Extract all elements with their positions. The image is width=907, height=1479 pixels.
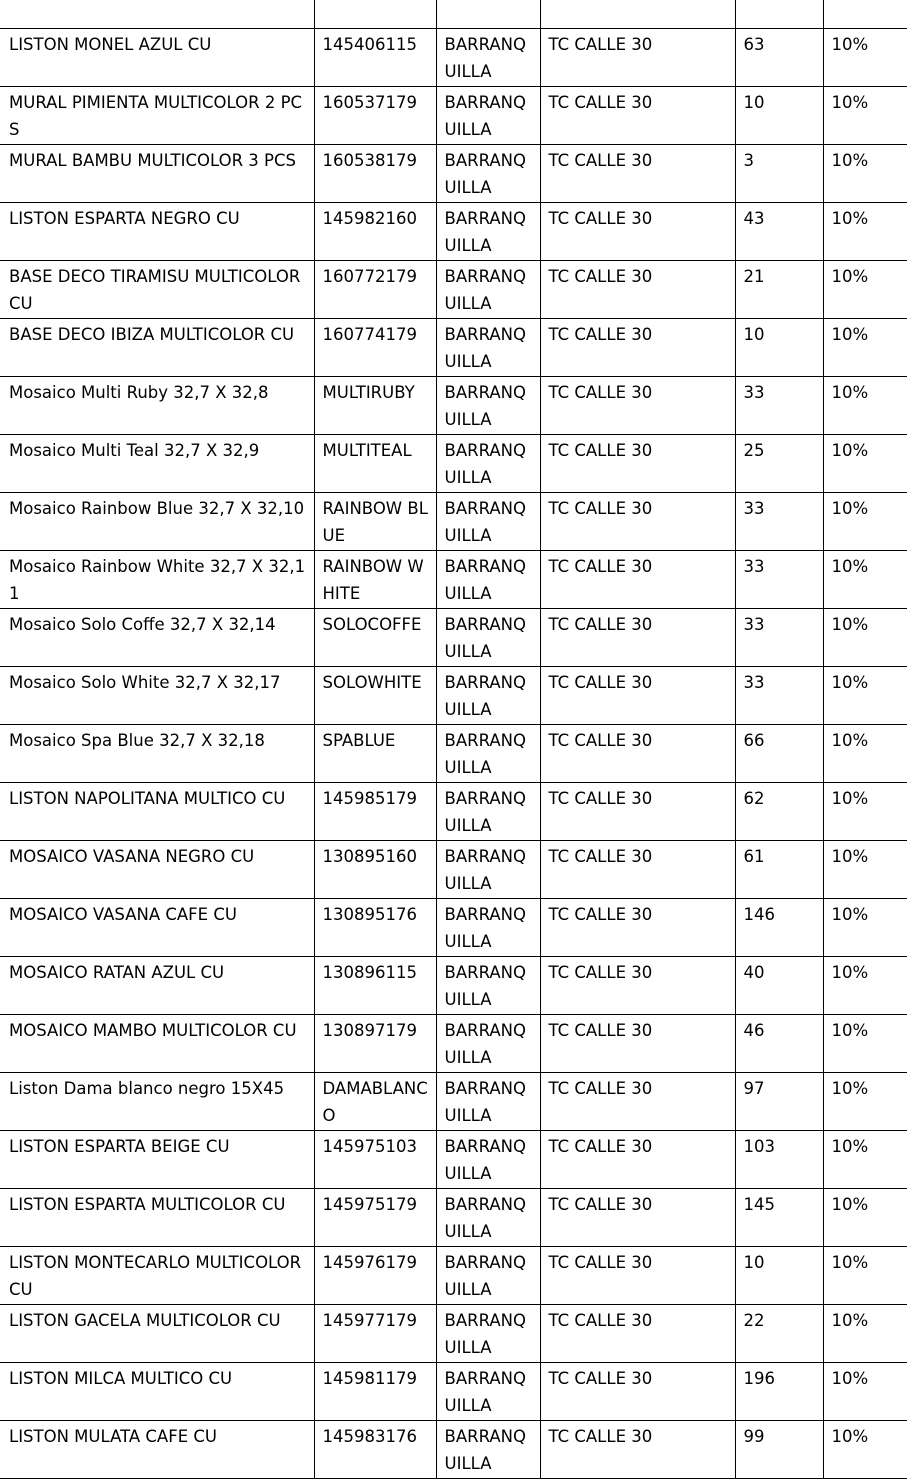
description-cell: BASE DECO TIRAMISU MULTICOLOR CU xyxy=(0,260,314,318)
description-cell: MOSAICO MAMBO MULTICOLOR CU xyxy=(0,1014,314,1072)
description-cell: Mosaico Rainbow Blue 32,7 X 32,10 xyxy=(0,492,314,550)
code-cell: 145977179 xyxy=(314,1304,436,1362)
description-cell: LISTON ESPARTA MULTICOLOR CU xyxy=(0,1188,314,1246)
description-cell: Mosaico Rainbow White 32,7 X 32,11 xyxy=(0,550,314,608)
table-row xyxy=(0,1420,907,1478)
discount-cell: 10% xyxy=(823,782,907,840)
city-cell: BARRANQUILLA xyxy=(436,434,540,492)
store-cell: TC CALLE 30 xyxy=(540,608,735,666)
discount-cell: 10% xyxy=(823,1246,907,1304)
code-cell xyxy=(314,0,436,28)
quantity-cell: 66 xyxy=(735,724,823,782)
discount-cell: 10% xyxy=(823,144,907,202)
discount-cell: 10% xyxy=(823,202,907,260)
store-cell: TC CALLE 30 xyxy=(540,1072,735,1130)
city-cell: BARRANQUILLA xyxy=(436,318,540,376)
code-cell: 145976179 xyxy=(314,1246,436,1304)
discount-cell: 10% xyxy=(823,86,907,144)
description-cell xyxy=(0,0,314,28)
table-row xyxy=(0,434,907,492)
quantity-cell: 10 xyxy=(735,86,823,144)
city-cell: BARRANQUILLA xyxy=(436,86,540,144)
store-cell: TC CALLE 30 xyxy=(540,318,735,376)
table-row xyxy=(0,144,907,202)
table-row xyxy=(0,28,907,86)
description-cell: LISTON MONTECARLO MULTICOLOR CU xyxy=(0,1246,314,1304)
code-cell: 145982160 xyxy=(314,202,436,260)
table-row xyxy=(0,1188,907,1246)
store-cell: TC CALLE 30 xyxy=(540,840,735,898)
code-cell: DAMABLANCO xyxy=(314,1072,436,1130)
code-cell: 145975179 xyxy=(314,1188,436,1246)
quantity-cell: 10 xyxy=(735,318,823,376)
store-cell: TC CALLE 30 xyxy=(540,260,735,318)
table-row xyxy=(0,86,907,144)
table-row xyxy=(0,666,907,724)
code-cell: 160537179 xyxy=(314,86,436,144)
store-cell: TC CALLE 30 xyxy=(540,492,735,550)
table-row xyxy=(0,724,907,782)
table-row xyxy=(0,260,907,318)
description-cell: Mosaico Solo White 32,7 X 32,17 xyxy=(0,666,314,724)
discount-cell: 10% xyxy=(823,260,907,318)
code-cell: 160772179 xyxy=(314,260,436,318)
quantity-cell: 145 xyxy=(735,1188,823,1246)
store-cell: TC CALLE 30 xyxy=(540,1420,735,1478)
description-cell: MOSAICO RATAN AZUL CU xyxy=(0,956,314,1014)
code-cell: 130896115 xyxy=(314,956,436,1014)
description-cell: MOSAICO VASANA CAFE CU xyxy=(0,898,314,956)
quantity-cell: 97 xyxy=(735,1072,823,1130)
table-row xyxy=(0,202,907,260)
discount-cell: 10% xyxy=(823,434,907,492)
table-row xyxy=(0,0,907,28)
table-row xyxy=(0,898,907,956)
quantity-cell: 3 xyxy=(735,144,823,202)
city-cell: BARRANQUILLA xyxy=(436,666,540,724)
store-cell: TC CALLE 30 xyxy=(540,144,735,202)
discount-cell: 10% xyxy=(823,1304,907,1362)
discount-cell: 10% xyxy=(823,1014,907,1072)
code-cell: 145981179 xyxy=(314,1362,436,1420)
city-cell: BARRANQUILLA xyxy=(436,1420,540,1478)
city-cell: BARRANQUILLA xyxy=(436,260,540,318)
code-cell: MULTITEAL xyxy=(314,434,436,492)
quantity-cell: 21 xyxy=(735,260,823,318)
city-cell: BARRANQUILLA xyxy=(436,608,540,666)
discount-cell: 10% xyxy=(823,608,907,666)
table-row xyxy=(0,608,907,666)
city-cell: BARRANQUILLA xyxy=(436,724,540,782)
table-row xyxy=(0,1362,907,1420)
discount-cell: 10% xyxy=(823,724,907,782)
store-cell: TC CALLE 30 xyxy=(540,1130,735,1188)
code-cell: 145406115 xyxy=(314,28,436,86)
store-cell: TC CALLE 30 xyxy=(540,666,735,724)
store-cell: TC CALLE 30 xyxy=(540,202,735,260)
table-row xyxy=(0,956,907,1014)
description-cell: Mosaico Multi Ruby 32,7 X 32,8 xyxy=(0,376,314,434)
quantity-cell: 33 xyxy=(735,376,823,434)
code-cell: 130895176 xyxy=(314,898,436,956)
quantity-cell: 146 xyxy=(735,898,823,956)
discount-cell: 10% xyxy=(823,666,907,724)
discount-cell: 10% xyxy=(823,1188,907,1246)
discount-cell: 10% xyxy=(823,956,907,1014)
store-cell xyxy=(540,0,735,28)
code-cell: SPABLUE xyxy=(314,724,436,782)
quantity-cell: 40 xyxy=(735,956,823,1014)
description-cell: MOSAICO VASANA NEGRO CU xyxy=(0,840,314,898)
discount-cell: 10% xyxy=(823,318,907,376)
description-cell: LISTON MILCA MULTICO CU xyxy=(0,1362,314,1420)
store-cell: TC CALLE 30 xyxy=(540,1246,735,1304)
description-cell: MURAL BAMBU MULTICOLOR 3 PCS xyxy=(0,144,314,202)
quantity-cell xyxy=(735,0,823,28)
table-row xyxy=(0,376,907,434)
store-cell: TC CALLE 30 xyxy=(540,86,735,144)
store-cell: TC CALLE 30 xyxy=(540,724,735,782)
city-cell: BARRANQUILLA xyxy=(436,202,540,260)
code-cell: 145983176 xyxy=(314,1420,436,1478)
quantity-cell: 62 xyxy=(735,782,823,840)
discount-cell: 10% xyxy=(823,898,907,956)
code-cell: 145975103 xyxy=(314,1130,436,1188)
description-cell: Mosaico Multi Teal 32,7 X 32,9 xyxy=(0,434,314,492)
quantity-cell: 33 xyxy=(735,492,823,550)
city-cell: BARRANQUILLA xyxy=(436,1014,540,1072)
discount-cell: 10% xyxy=(823,840,907,898)
city-cell: BARRANQUILLA xyxy=(436,1130,540,1188)
store-cell: TC CALLE 30 xyxy=(540,1014,735,1072)
store-cell: TC CALLE 30 xyxy=(540,898,735,956)
store-cell: TC CALLE 30 xyxy=(540,956,735,1014)
discount-cell: 10% xyxy=(823,1420,907,1478)
code-cell: 130895160 xyxy=(314,840,436,898)
description-cell: MURAL PIMIENTA MULTICOLOR 2 PCS xyxy=(0,86,314,144)
table-row xyxy=(0,840,907,898)
discount-cell: 10% xyxy=(823,550,907,608)
table-row xyxy=(0,1246,907,1304)
city-cell: BARRANQUILLA xyxy=(436,1246,540,1304)
code-cell: RAINBOW WHITE xyxy=(314,550,436,608)
store-cell: TC CALLE 30 xyxy=(540,550,735,608)
description-cell: LISTON ESPARTA BEIGE CU xyxy=(0,1130,314,1188)
store-cell: TC CALLE 30 xyxy=(540,1362,735,1420)
quantity-cell: 22 xyxy=(735,1304,823,1362)
code-cell: RAINBOW BLUE xyxy=(314,492,436,550)
city-cell: BARRANQUILLA xyxy=(436,782,540,840)
table-row xyxy=(0,1130,907,1188)
quantity-cell: 33 xyxy=(735,666,823,724)
discount-cell: 10% xyxy=(823,1072,907,1130)
table-row xyxy=(0,1304,907,1362)
quantity-cell: 33 xyxy=(735,608,823,666)
quantity-cell: 33 xyxy=(735,550,823,608)
quantity-cell: 10 xyxy=(735,1246,823,1304)
quantity-cell: 99 xyxy=(735,1420,823,1478)
discount-cell: 10% xyxy=(823,1130,907,1188)
city-cell: BARRANQUILLA xyxy=(436,550,540,608)
discount-cell: 10% xyxy=(823,492,907,550)
store-cell: TC CALLE 30 xyxy=(540,1188,735,1246)
city-cell: BARRANQUILLA xyxy=(436,1188,540,1246)
discount-cell: 10% xyxy=(823,376,907,434)
description-cell: LISTON NAPOLITANA MULTICO CU xyxy=(0,782,314,840)
quantity-cell: 196 xyxy=(735,1362,823,1420)
city-cell: BARRANQUILLA xyxy=(436,1072,540,1130)
store-cell: TC CALLE 30 xyxy=(540,28,735,86)
code-cell: SOLOCOFFE xyxy=(314,608,436,666)
city-cell: BARRANQUILLA xyxy=(436,1304,540,1362)
quantity-cell: 46 xyxy=(735,1014,823,1072)
discount-cell: 10% xyxy=(823,28,907,86)
city-cell: BARRANQUILLA xyxy=(436,376,540,434)
description-cell: LISTON MONEL AZUL CU xyxy=(0,28,314,86)
description-cell: BASE DECO IBIZA MULTICOLOR CU xyxy=(0,318,314,376)
discount-cell xyxy=(823,0,907,28)
table-row xyxy=(0,782,907,840)
discount-cell: 10% xyxy=(823,1362,907,1420)
table-row xyxy=(0,318,907,376)
store-cell: TC CALLE 30 xyxy=(540,376,735,434)
code-cell: MULTIRUBY xyxy=(314,376,436,434)
quantity-cell: 103 xyxy=(735,1130,823,1188)
code-cell: 160538179 xyxy=(314,144,436,202)
quantity-cell: 61 xyxy=(735,840,823,898)
city-cell: BARRANQUILLA xyxy=(436,840,540,898)
city-cell: BARRANQUILLA xyxy=(436,898,540,956)
store-cell: TC CALLE 30 xyxy=(540,1304,735,1362)
description-cell: Mosaico Spa Blue 32,7 X 32,18 xyxy=(0,724,314,782)
table-row xyxy=(0,492,907,550)
table-row xyxy=(0,1072,907,1130)
city-cell: BARRANQUILLA xyxy=(436,1362,540,1420)
table-row xyxy=(0,550,907,608)
table-row xyxy=(0,1014,907,1072)
quantity-cell: 63 xyxy=(735,28,823,86)
code-cell: 160774179 xyxy=(314,318,436,376)
city-cell: BARRANQUILLA xyxy=(436,492,540,550)
city-cell: BARRANQUILLA xyxy=(436,956,540,1014)
code-cell: 145985179 xyxy=(314,782,436,840)
quantity-cell: 43 xyxy=(735,202,823,260)
description-cell: LISTON MULATA CAFE CU xyxy=(0,1420,314,1478)
city-cell: BARRANQUILLA xyxy=(436,28,540,86)
store-cell: TC CALLE 30 xyxy=(540,434,735,492)
description-cell: Liston Dama blanco negro 15X45 xyxy=(0,1072,314,1130)
store-cell: TC CALLE 30 xyxy=(540,782,735,840)
description-cell: LISTON ESPARTA NEGRO CU xyxy=(0,202,314,260)
description-cell: Mosaico Solo Coffe 32,7 X 32,14 xyxy=(0,608,314,666)
city-cell: BARRANQUILLA xyxy=(436,144,540,202)
city-cell xyxy=(436,0,540,28)
description-cell: LISTON GACELA MULTICOLOR CU xyxy=(0,1304,314,1362)
quantity-cell: 25 xyxy=(735,434,823,492)
code-cell: 130897179 xyxy=(314,1014,436,1072)
code-cell: SOLOWHITE xyxy=(314,666,436,724)
